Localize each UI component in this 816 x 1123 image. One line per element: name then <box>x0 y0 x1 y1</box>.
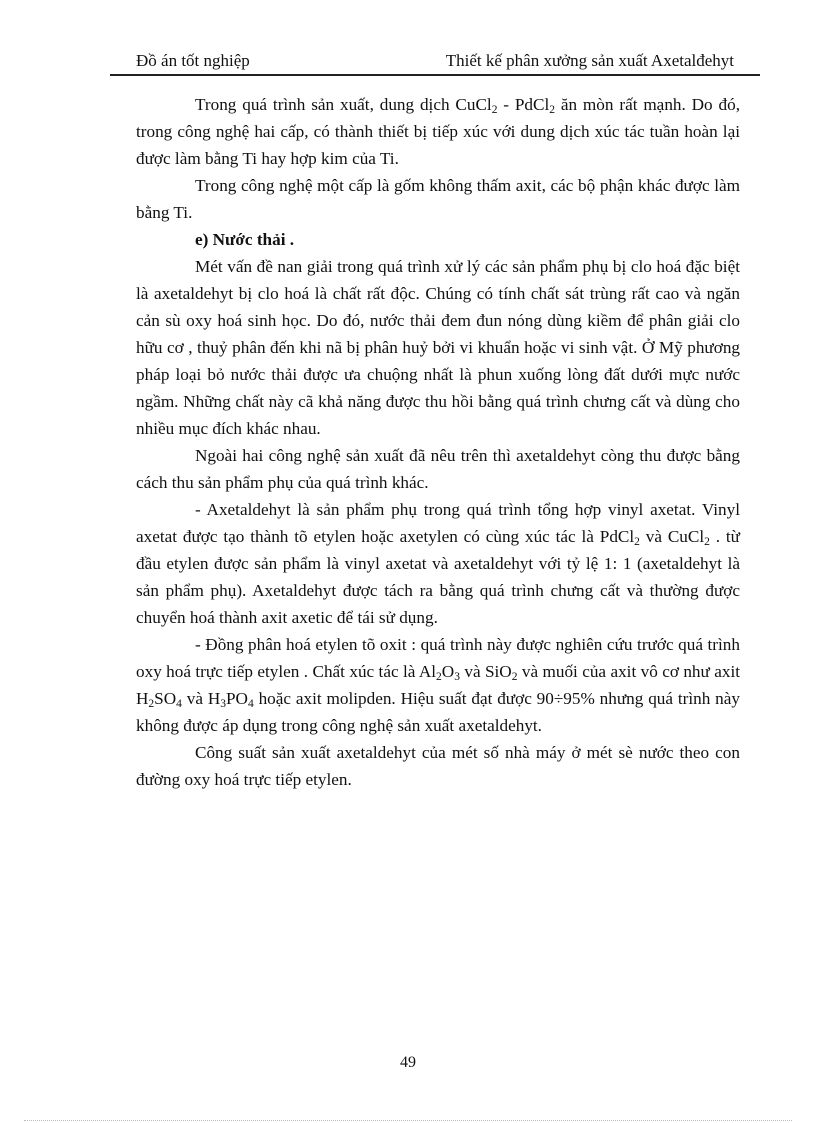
page-bottom-divider <box>24 1120 792 1121</box>
page-number: 49 <box>400 1054 416 1071</box>
paragraph-3: Mét vấn đề nan giải trong quá trình xử lý các sản phẩm phụ bị clo hoá đặc biệt là axetaldehyt bị clo hoá là chất rất độc. Chúng có tính chất sát trùng rất cao và ngăn cản sù oxy hoá sinh học. Do đó, nước thải đem đun nóng dùng kiềm để phân giải clo hữu cơ , thuỷ phân đến khi nã bị phân huỷ bởi vi khuẩn hoặc vi sinh vật. Ở Mỹ phương pháp loại bỏ nước thải được ưa chuộng nhất là phun xuống lòng đất dưới mực nước ngầm. Những chất này cã khả năng được thu hồi bằng quá trình chưng cất và dùng cho nhiều mục đích khác nhau. <box>136 257 740 438</box>
paragraph-6: - Đồng phân hoá etylen tõ oxit : quá trình này được nghiên cứu trước quá trình oxy hoá trực tiếp etylen . Chất xúc tác là $Al_2O_3$ và SiO$_2$ và muối của axit vô cơ như axit $H_2SO_4$ và $H_3PO_4$ hoặc axit molipden. Hiệu suất đạt được 90÷95% nhưng quá trình này không được áp dụng trong công nghệ sản xuất axetaldehyt. <box>136 635 741 735</box>
header-right-title: Thiết kế phân xưởng sản xuất Axetalđehyt <box>445 51 734 70</box>
paragraph-4: Ngoài hai công nghệ sản xuất đã nêu trên thì axetaldehyt còng thu được bằng cách thu sản phẩm phụ của quá trình khác. <box>136 446 740 492</box>
paragraph-5: - Axetaldehyt là sản phẩm phụ trong quá trình tổng hợp vinyl axetat. Vinyl axetat được tạo thành tõ etylen hoặc axetylen có cùng xúc tác là PdCl$_2$ và CuCl$_2$ . từ đầu etylen được sản phẩm là vinyl axetat và axetaldehyt với tỷ lệ 1: 1 (axetaldehyt là sản phẩm phụ). Axetaldehyt được tách ra bằng quá trình chưng cất và thường được chuyển hoá thành axit axetic để tái sử dụng. <box>136 500 740 627</box>
page-header <box>110 50 760 76</box>
paragraph-7: Công suất sản xuất axetaldehyt của mét số nhà máy ở mét sè nước theo con đường oxy hoá trực tiếp etylen. <box>136 743 740 789</box>
body-text <box>136 91 740 793</box>
paragraph-1: Trong quá trình sản xuất, dung dịch CuCl$_2$ - PdCl$_2$ ăn mòn rất mạnh. Do đó, trong công nghệ hai cấp, có thành thiết bị tiếp xúc với dung dịch xúc tác tuần hoàn lại được làm bằng Ti hay hợp kim của Ti. <box>136 95 740 168</box>
paragraph-2: Trong công nghệ một cấp là gốm không thấm axit, các bộ phận khác được làm bằng Ti. <box>136 176 740 222</box>
section-heading-e: e) Nước thải . <box>195 230 295 249</box>
header-left-title: Đồ án tốt nghiệp <box>136 51 250 70</box>
